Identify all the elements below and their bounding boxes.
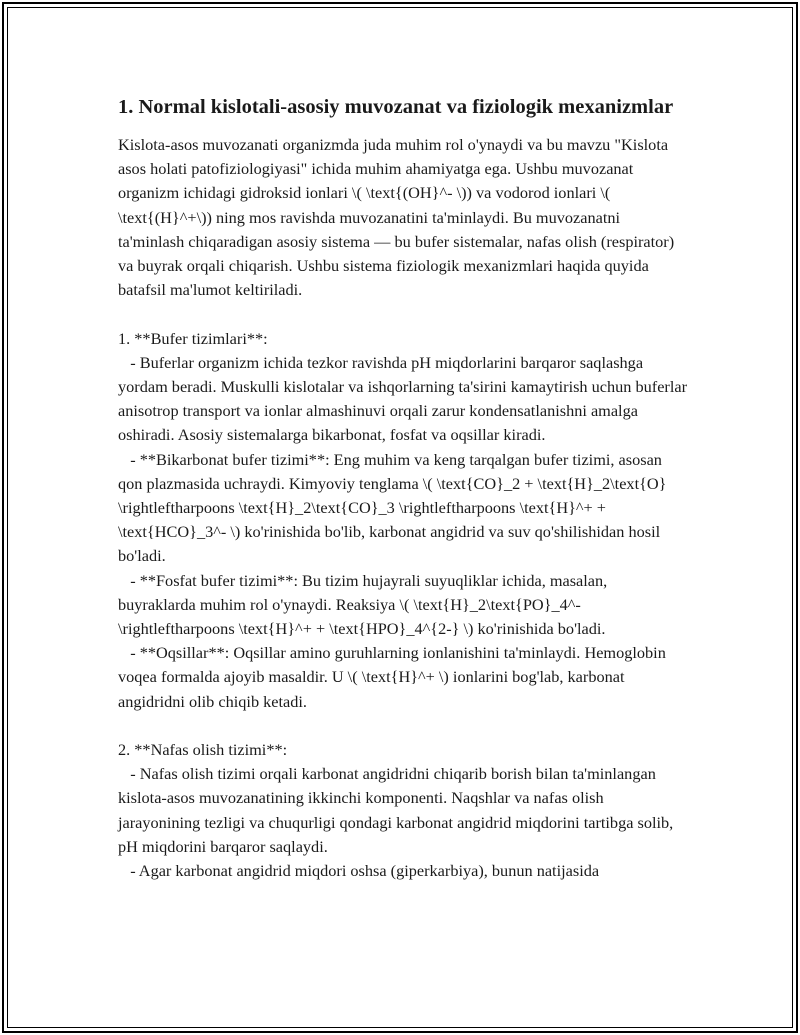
protein-buffer-item: - **Oqsillar**: Oqsillar amino guruhlarning ionlanishini ta'minlaydi. Hemoglobin voqea formalda ajoyib masaldir. U \( \text{H}^+ \) ionlarini bog'lab, karbonat angidridni olib chiqib ketadi.	[118, 643, 670, 711]
respiratory-item: - Nafas olish tizimi orqali karbonat angidridni chiqarib borish bilan ta'minlangan kislota-asos muvozanatining ikkinchi komponenti. Naqshlar va nafas olish jarayonining tezligi va chuqurligi qondagi karbonat angidrid miqdorini tartibga solib, pH miqdorini barqaror saqlaydi.	[118, 764, 678, 856]
respiratory-system-title: 2. **Nafas olish tizimi**:	[118, 740, 288, 760]
intro-paragraph: Kislota-asos muvozanati organizmda juda muhim rol o'ynaydi va bu mavzu "Kislota asos holati patofiziologiyasi" ichida muhim ahamiyatga ega. Ushbu muvozanat organizm ichidagi gidroksid ionlari \( \text{(OH}^- \)) va vodorod ionlari \( \text{(H}^+\)) ning mos ravishda muvozanatini ta'minlaydi. Bu muvozanatni ta'minlash chiqaradigan asosiy sistema — bu bufer sistemalar, nafas olish (respirator) va buyrak orqali chiqarish. Ushbu sistema fiziologik mexanizmlari haqida quyida batafsil ma'lumot keltiriladi.	[118, 135, 679, 300]
paragraph-gap	[118, 714, 688, 738]
phosphate-buffer-item: - **Fosfat bufer tizimi**: Bu tizim hujayrali suyuqliklar ichida, masalan, buyraklarda muhim rol o'ynaydi. Reaksiya \( \text{H}_2\text{PO}_4^- \rightleftharpoons \text{H}^+ + \text{HPO}_4^{2-} \) ko'rinishida bo'ladi.	[118, 570, 612, 639]
paragraph-gap	[118, 302, 688, 326]
buffer-item: - Buferlar organizm ichida tezkor ravishda pH miqdorlarini barqaror saqlashga yordam beradi. Muskulli kislotalar va ishqorlarning ta'sirini kamaytirish uchun buferlar anisotrop transport va ionlar almashinuvi orqali zarur kondensatlanishni amalga oshiradi. Asosiy sistemalarga bikarbonat, fosfat va oqsillar kiradi.	[118, 352, 692, 445]
section-heading: 1. Normal kislotali-asosiy muvozanat va fiziologik mexanizmlar	[118, 96, 674, 118]
document-body	[118, 93, 692, 883]
buffer-systems-title: 1. **Bufer tizimlari**:	[118, 328, 268, 348]
respiratory-item: - Agar karbonat angidrid miqdori oshsa (giperkarbiya), bunun natijasida	[118, 861, 600, 881]
bicarbonate-buffer-item: - **Bikarbonat bufer tizimi**: Eng muhim va keng tarqalgan bufer tizimi, asosan qon plazmasida uchraydi. Kimyoviy tenglama \( \text{CO}_2 + \text{H}_2\text{O} \rightleftharpoons \text{H}_2\text{CO}_3 \rightleftharpoons \text{H}^+ + \text{HCO}_3^- \) ko'rinishida bo'lib, karbonat angidrid va suv qo'shilishidan hosil bo'ladi.	[118, 449, 671, 566]
